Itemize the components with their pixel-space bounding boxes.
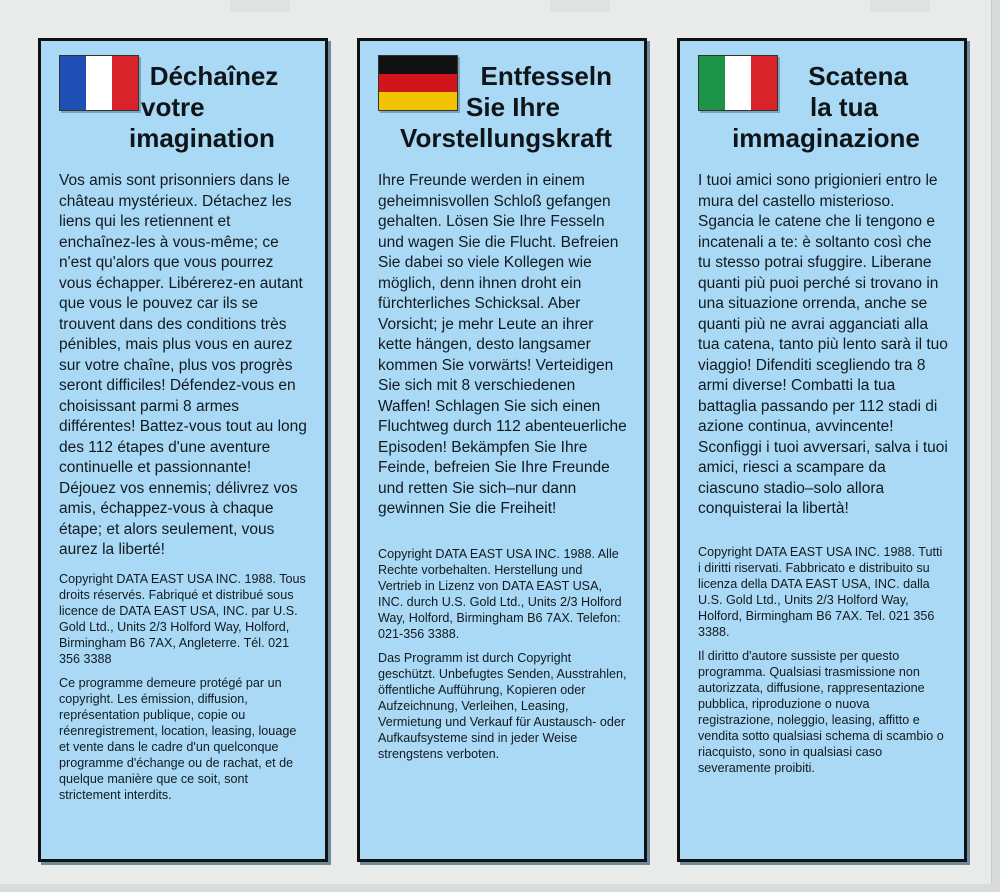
copyright-notice: Das Programm ist durch Copyright geschützt. Unbefugtes Senden, Ausstrahlen, öffentliche Aufführung, Kopieren oder Aufzeichnung, Verleihen, Leasing, Vermietung und Verkauf für Austausch- oder Aufkaufsysteme sind in jeder Weise strengstens verboten. [378,650,627,761]
title-line: imagination [129,123,275,153]
french-panel [38,38,328,862]
title-line: immaginazione [732,123,920,153]
paper-notch [870,0,930,12]
copyright-notice: Ce programme demeure protégé par un copyright. Les émission, diffusion, représentation publique, copie ou réenregistrement, location, leasing, louage et vente dans le cadre d'un quelconque programme d'échange ou de rachat, et de quelque manière que ce soit, sont strictement interdits. [59,675,297,802]
copyright-text: Copyright DATA EAST USA INC. 1988. Alle Rechte vorbehalten. Herstellung und Vertrieb in Lizenz von DATA EAST USA, INC. durch U.S. Gold Ltd., Units 2/3 Holford Way, Holford, Birmingham B6 7AX. Telefon: 021-356 3388. [378,546,622,641]
panel-header [378,51,628,171]
panel-title [698,61,948,154]
german-panel [357,38,647,862]
paper-notch [550,0,610,12]
title-line: la tua [810,92,878,122]
paper-notch [230,0,290,12]
title-line: Déchaînez [149,61,279,91]
italian-panel [677,38,967,862]
title-line: Scatena [808,61,908,91]
title-line: Vorstellungskraft [400,123,612,153]
copyright-text: Copyright DATA EAST USA INC. 1988. Tutti i diritti riservati. Fabbricato e distribuito su licenza della DATA EAST USA, INC. dalla U.S. Gold Ltd., Units 2/3 Holford Way, Holford, Birmingham B6 7AX. Tel. 021 356 3388. [698,544,943,639]
panel-header [698,51,948,171]
title-line: Sie Ihre [466,92,560,122]
title-line: Entfesseln [480,61,612,91]
paper-edge [991,0,1000,892]
title-line: votre [141,92,205,122]
copyright-text: Copyright DATA EAST USA INC. 1988. Tous droits réservés. Fabriqué et distribué sous licence de DATA EAST USA, INC. par U.S. Gold Ltd., Units 2/3 Holford Way, Holford, Birmingham B6 7AX, Angleterre. Tél. 021 356 3388 [59,571,306,666]
panel-title [378,61,628,154]
copyright-notice: Il diritto d'autore sussiste per questo programma. Qualsiasi trasmissione non autorizzata, diffusione, rappresentazione pubblica, riproduzione o nuova registrazione, noleggio, leasing, affitto e vendita sotto qualsiasi schema di scambio o riacquisto, sono in qualsiasi caso severamente proibiti. [698,648,944,775]
description-text: Vos amis sont prisonniers dans le château mystérieux. Détachez les liens qui les retiennent et enchaînez-les à vous-même; ce n'est qu'alors que vous pourrez vous échapper. Libérerez-en autant que vous le pouvez car ils se trouvent dans des conditions très pénibles, mais plus vous en aurez sur votre chaîne, plus vos progrès seront difficiles! Défendez-vous en choisissant parmi 8 armes différentes! Battez-vous tout au long des 112 étapes d'une aventure continuelle et passionnante! Déjouez vos ennemis; délivrez vos amis, échappez-vous à chaque étape; et alors seulement, vous aurez la liberté! [59,172,307,558]
panel-header [59,51,309,171]
description-text: I tuoi amici sono prigionieri entro le mura del castello misterioso. Sgancia le catene che li tengono e incatenali a te: è soltanto così che tu stesso potrai sfuggire. Liberane quanti più puoi perché si trovano in una situazione orrenda, anche se quanti più ne avrai agganciati alla tua catena, tanto più lento sarà il tuo viaggio! Difenditi scegliendo tra 8 armi diverse! Combatti la tua battaglia passando per 112 stadi di azione continua, avvincente! Sconfiggi i tuoi avversari, salva i tuoi amici, riesci a scampare da ciascuno stadio–solo allora conquisterai la libertà! [698,172,948,517]
paper-edge [0,884,1000,892]
description-text: Ihre Freunde werden in einem geheimnisvollen Schloß gefangen gehalten. Lösen Sie Ihre Fesseln und wagen Sie die Flucht. Befreien Sie dabei so viele Kollegen wie möglich, denn ihnen droht ein fürchterliches Schicksal. Aber Vorsicht; je mehr Leute an ihrer kette hängen, desto langsamer kommen Sie vorwärts! Verteidigen Sie sich mit 8 verschiedenen Waffen! Schlagen Sie sich einen Fluchtweg durch 112 abenteuerliche Episoden! Bekämpfen Sie Ihre Feinde, befreien Sie Ihre Freunde und retten Sie sich–nur dann gewinnen Sie die Freiheit! [378,172,627,517]
panel-title [119,61,309,154]
